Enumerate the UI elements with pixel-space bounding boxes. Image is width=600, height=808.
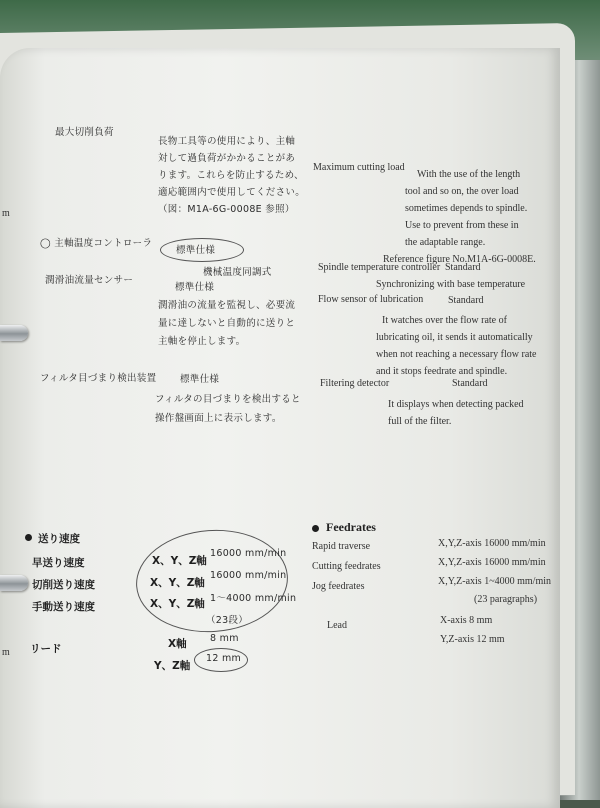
text-line: Reference figure No.M1A-6G-0008E. xyxy=(383,254,536,265)
jp-feed-value: 16000 mm/min xyxy=(210,570,287,581)
jp-feed-label: 切削送り速度 xyxy=(32,579,95,591)
text-line: It displays when detecting packed xyxy=(388,399,524,410)
jp-feed-label: 手動送り速度 xyxy=(32,601,95,613)
text-line: （図：M1A-6G-0008E 参照） xyxy=(158,204,295,215)
jp-spindle-title: ◯ 主軸温度コントローラ xyxy=(40,238,153,249)
binder-ring-bottom xyxy=(0,575,28,591)
binder-ring-top xyxy=(0,325,28,341)
en-filter-title: Filtering detector xyxy=(320,378,390,389)
bullet-icon xyxy=(312,525,319,532)
en-feed-label: Cutting feedrates xyxy=(312,561,381,572)
text-line: full of the filter. xyxy=(388,416,452,427)
text-line: 主軸を停止します。 xyxy=(158,336,246,347)
jp-lead-axis: Y、Z軸 xyxy=(154,660,191,672)
en-lead-value: X-axis 8 mm xyxy=(440,615,493,626)
en-spindle-title: Spindle temperature controller xyxy=(318,262,441,273)
text-line: 対して過負荷がかかることがあ xyxy=(158,153,296,164)
jp-feed-value: 1～4000 mm/min xyxy=(210,593,297,604)
en-lead-label: Lead xyxy=(327,620,347,631)
jp-lead-value: 12 mm xyxy=(206,653,242,664)
jp-feed-axis: X、Y、Z軸 xyxy=(150,598,205,610)
text-line: the adaptable range. xyxy=(405,237,486,248)
jp-lead-value: 8 mm xyxy=(210,633,239,644)
text-line: It watches over the flow rate of xyxy=(382,315,507,326)
jp-feed-value: 16000 mm/min xyxy=(210,548,287,559)
en-lube-title: Flow sensor of lubrication xyxy=(318,294,424,305)
en-feed-title: Feedrates xyxy=(326,520,376,534)
en-max-load-title: Maximum cutting load xyxy=(313,162,405,173)
margin-letter: m xyxy=(2,647,10,658)
jp-feed-title: 送り速度 xyxy=(38,533,80,545)
jp-lube-title: 潤滑油流量センサー xyxy=(45,275,134,286)
jp-lube-text xyxy=(158,297,295,351)
en-feed-label: Rapid traverse xyxy=(312,541,371,552)
text-line: フィルタの目づまりを検出すると xyxy=(155,394,301,405)
en-lube-text xyxy=(376,312,536,380)
text-line: ります。これらを防止するため、 xyxy=(158,170,304,181)
en-filter-value: Standard xyxy=(452,378,488,389)
jp-lube-value: 標準仕様 xyxy=(175,282,215,293)
jp-filter-value: 標準仕様 xyxy=(180,374,220,385)
en-spindle-detail: Synchronizing with base temperature xyxy=(376,279,526,290)
jp-spindle-title-text: 主軸温度コントローラ xyxy=(54,238,153,249)
jp-filter-title: フィルタ目づまり検出装置 xyxy=(40,373,157,384)
jp-feed-axis: X、Y、Z軸 xyxy=(152,555,207,567)
jp-spindle-value: 標準仕様 xyxy=(176,245,216,256)
text-line: 潤滑油の流量を監視し、必要流 xyxy=(158,300,296,311)
en-spindle-value: Standard xyxy=(445,262,481,273)
jp-spindle-detail: 機械温度同調式 xyxy=(203,267,272,278)
en-feed-value: X,Y,Z-axis 16000 mm/min xyxy=(438,538,546,549)
text-line: tool and so on, the over load xyxy=(405,186,519,197)
jp-filter-text xyxy=(155,390,301,428)
jp-feed-axis: X、Y、Z軸 xyxy=(150,577,205,589)
text-line: lubricating oil, it sends it automatically xyxy=(376,332,533,343)
jp-max-load-text xyxy=(158,133,305,218)
jp-feed-steps: （23段） xyxy=(206,615,249,626)
en-lead-value: Y,Z-axis 12 mm xyxy=(440,634,505,645)
jp-max-load-title: 最大切削負荷 xyxy=(55,127,114,138)
jp-feed-label: 早送り速度 xyxy=(32,557,85,569)
bullet-icon xyxy=(25,534,32,541)
jp-lead-axis: X軸 xyxy=(168,638,187,650)
en-feed-value: X,Y,Z-axis 16000 mm/min xyxy=(438,557,546,568)
en-max-load-text xyxy=(383,166,536,268)
text-line: and it stops feedrate and spindle. xyxy=(376,366,508,377)
text-line: Use to prevent from these in xyxy=(405,220,519,231)
en-lube-value: Standard xyxy=(448,295,484,306)
text-line: when not reaching a necessary flow rate xyxy=(376,349,537,360)
text-line: With the use of the length xyxy=(417,169,521,180)
text-line: 操作盤画面上に表示します。 xyxy=(155,413,282,424)
jp-lead-label: リード xyxy=(30,643,62,655)
text-line: 量に達しないと自動的に送りと xyxy=(158,318,296,329)
text-line: 適応範囲内で使用してください。 xyxy=(158,187,306,198)
en-filter-text xyxy=(388,396,524,430)
margin-letter: m xyxy=(2,208,10,219)
en-feed-value: X,Y,Z-axis 1~4000 mm/min xyxy=(438,576,552,587)
text-line: 長物工具等の使用により、主軸 xyxy=(158,136,296,147)
en-feed-label: Jog feedrates xyxy=(312,581,365,592)
text-line: sometimes depends to spindle. xyxy=(405,203,528,214)
en-feed-steps: (23 paragraphs) xyxy=(474,594,538,605)
